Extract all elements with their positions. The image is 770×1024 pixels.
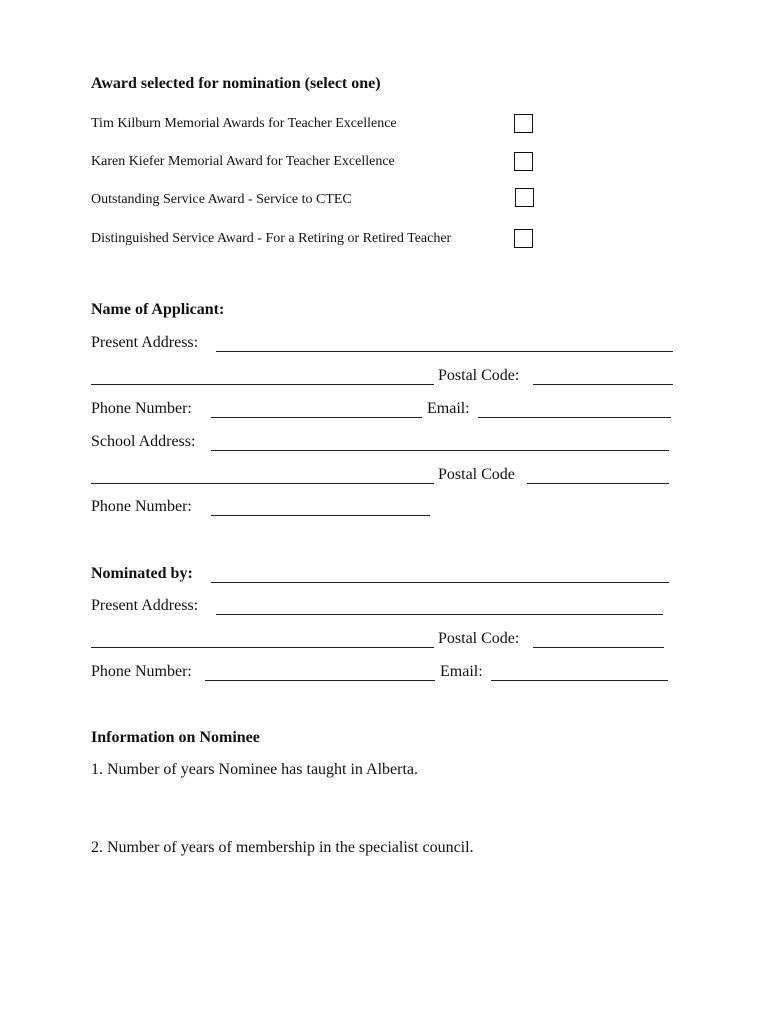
applicant-school-phone-label: Phone Number: xyxy=(91,498,192,515)
nominator-heading: Nominated by: xyxy=(91,565,193,582)
applicant-school-postal-code-field[interactable] xyxy=(527,483,669,484)
nominator-phone-field[interactable] xyxy=(205,680,435,681)
applicant-phone-field[interactable] xyxy=(211,417,422,418)
nominator-postal-code-field[interactable] xyxy=(533,647,664,648)
applicant-school-phone-field[interactable] xyxy=(211,515,430,516)
award-option-checkbox[interactable] xyxy=(514,229,533,248)
nominator-email-label: Email: xyxy=(440,663,483,680)
applicant-school-address-label: School Address: xyxy=(91,433,196,450)
nominator-name-field[interactable] xyxy=(211,582,669,583)
nominee-question: 1. Number of years Nominee has taught in Alberta. xyxy=(91,761,419,778)
applicant-present-address-field[interactable] xyxy=(216,351,673,352)
nominator-phone-label: Phone Number: xyxy=(91,663,192,680)
nominator-present-address-label: Present Address: xyxy=(91,597,199,614)
applicant-school-postal-code-label: Postal Code xyxy=(438,466,515,483)
award-section-heading: Award selected for nomination (select one) xyxy=(91,75,381,92)
nominator-present-address-field[interactable] xyxy=(216,614,663,615)
award-option-checkbox[interactable] xyxy=(514,152,533,171)
nominator-email-field[interactable] xyxy=(491,680,668,681)
applicant-address-line2-field[interactable] xyxy=(91,384,434,385)
nominee-question: 2. Number of years of membership in the specialist council. xyxy=(91,839,474,856)
applicant-phone-label: Phone Number: xyxy=(91,400,192,417)
nominator-postal-code-label: Postal Code: xyxy=(438,630,520,647)
applicant-email-label: Email: xyxy=(427,400,470,417)
applicant-postal-code-label: Postal Code: xyxy=(438,367,520,384)
applicant-present-address-label: Present Address: xyxy=(91,334,199,351)
applicant-postal-code-field[interactable] xyxy=(533,384,673,385)
award-option-checkbox[interactable] xyxy=(515,188,534,207)
applicant-school-address-line2-field[interactable] xyxy=(91,483,434,484)
award-option-label: Karen Kiefer Memorial Award for Teacher Excellence xyxy=(91,154,395,169)
award-option-label: Distinguished Service Award - For a Retiring or Retired Teacher xyxy=(91,231,452,246)
nominee-info-heading: Information on Nominee xyxy=(91,729,260,746)
nominator-address-line2-field[interactable] xyxy=(91,647,434,648)
award-option-label: Outstanding Service Award - Service to CTEC xyxy=(91,192,352,207)
applicant-heading: Name of Applicant: xyxy=(91,301,225,318)
applicant-school-address-field[interactable] xyxy=(211,450,669,451)
award-option-label: Tim Kilburn Memorial Awards for Teacher Excellence xyxy=(91,116,397,131)
award-option-checkbox[interactable] xyxy=(514,114,533,133)
applicant-email-field[interactable] xyxy=(478,417,671,418)
